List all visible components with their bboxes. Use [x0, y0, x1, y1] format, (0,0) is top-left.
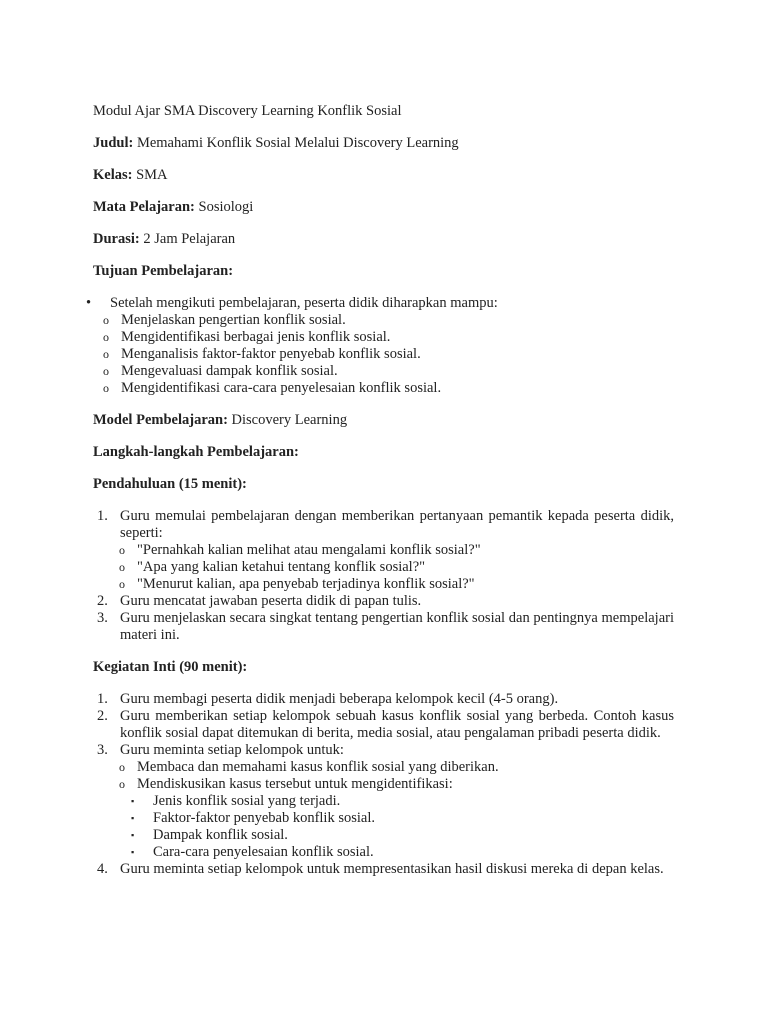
mapel-label: Mata Pelajaran:	[93, 199, 195, 215]
list-item	[115, 759, 674, 776]
circle-bullet-icon: o	[103, 330, 109, 344]
list-item-text: Mengevaluasi dampak konflik sosial.	[121, 363, 338, 379]
list-item-text: Guru menjelaskan secara singkat tentang pengertian konflik sosial dan pentingnya mempelajari materi ini.	[120, 610, 674, 643]
list-item	[131, 827, 674, 844]
list-number: 3.	[97, 742, 108, 758]
list-item-text: Cara-cara penyelesaian konflik sosial.	[153, 844, 374, 860]
kelas-value: SMA	[132, 167, 168, 183]
pendahuluan-heading-text: Pendahuluan (15 menit):	[93, 476, 247, 492]
langkah-heading	[93, 444, 674, 461]
inti-heading-text: Kegiatan Inti (90 menit):	[93, 659, 248, 675]
list-item-text: "Pernahkah kalian melihat atau mengalami konflik sosial?"	[137, 542, 481, 558]
list-item	[131, 844, 674, 861]
list-item	[103, 363, 674, 380]
circle-bullet-icon: o	[119, 543, 125, 557]
circle-bullet-icon: o	[119, 760, 125, 774]
list-item	[103, 380, 674, 397]
list-item-text: Guru meminta setiap kelompok untuk mempresentasikan hasil diskusi mereka di depan kelas.	[120, 861, 664, 877]
tujuan-intro-text: Setelah mengikuti pembelajaran, peserta didik diharapkan mampu:	[110, 295, 498, 311]
square-bullet-icon: ▪	[131, 796, 135, 806]
list-item	[93, 593, 674, 610]
circle-bullet-icon: o	[119, 777, 125, 791]
list-item-text: Mengidentifikasi berbagai jenis konflik sosial.	[121, 329, 391, 345]
pendahuluan-list	[93, 508, 674, 644]
list-item-text: Faktor-faktor penyebab konflik sosial.	[153, 810, 375, 826]
list-item	[103, 312, 674, 329]
list-item-text: Guru memulai pembelajaran dengan memberikan pertanyaan pemantik kepada peserta didik, seperti:	[120, 508, 674, 541]
list-item-text: Mendiskusikan kasus tersebut untuk mengidentifikasi:	[137, 776, 453, 792]
list-item-text: Menganalisis faktor-faktor penyebab konflik sosial.	[121, 346, 421, 362]
kelas-label: Kelas:	[93, 167, 133, 183]
circle-bullet-icon: o	[119, 560, 125, 574]
list-number: 4.	[97, 861, 108, 877]
list-number: 2.	[97, 593, 108, 609]
list-item	[103, 346, 674, 363]
list-item	[93, 708, 674, 742]
square-bullet-icon: ▪	[131, 847, 135, 857]
mapel-line	[93, 199, 674, 216]
list-item	[115, 542, 674, 559]
kelompok-sublist	[115, 759, 674, 861]
list-item-text: Jenis konflik sosial yang terjadi.	[153, 793, 341, 809]
list-item	[93, 861, 674, 878]
identifikasi-sublist	[131, 793, 674, 861]
tujuan-heading	[93, 263, 674, 280]
tujuan-list	[86, 295, 674, 397]
list-number: 1.	[97, 508, 108, 524]
bullet-icon: •	[86, 295, 92, 311]
list-item	[115, 776, 674, 861]
document-page	[86, 103, 674, 878]
square-bullet-icon: ▪	[131, 813, 135, 823]
list-item-text: "Menurut kalian, apa penyebab terjadinya konflik sosial?"	[137, 576, 475, 592]
list-item	[93, 742, 674, 861]
list-item	[103, 329, 674, 346]
list-item	[93, 691, 674, 708]
durasi-label: Durasi:	[93, 231, 140, 247]
judul-line	[93, 135, 674, 152]
list-item-text: Membaca dan memahami kasus konflik sosial yang diberikan.	[137, 759, 499, 775]
list-item-text: Guru membagi peserta didik menjadi beberapa kelompok kecil (4-5 orang).	[120, 691, 559, 707]
list-item	[131, 793, 674, 810]
circle-bullet-icon: o	[103, 347, 109, 361]
circle-bullet-icon: o	[119, 577, 125, 591]
list-item	[93, 508, 674, 593]
list-item	[115, 559, 674, 576]
tujuan-heading-text: Tujuan Pembelajaran:	[93, 263, 234, 279]
list-item-text: Guru memberikan setiap kelompok sebuah kasus konflik sosial yang berbeda. Contoh kasus konflik sosial dapat ditemukan di berita, media sosial, atau pengalaman pribadi peserta didik.	[120, 708, 674, 741]
circle-bullet-icon: o	[103, 381, 109, 395]
list-item-text: "Apa yang kalian ketahui tentang konflik sosial?"	[137, 559, 426, 575]
kelas-line	[93, 167, 674, 184]
list-number: 3.	[97, 610, 108, 626]
model-value: Discovery Learning	[227, 412, 348, 428]
list-item-text: Guru meminta setiap kelompok untuk:	[120, 742, 344, 758]
judul-value: Memahami Konflik Sosial Melalui Discovery Learning	[133, 135, 459, 151]
list-item-text: Guru mencatat jawaban peserta didik di papan tulis.	[120, 593, 422, 609]
list-item	[131, 810, 674, 827]
circle-bullet-icon: o	[103, 364, 109, 378]
list-item-text: Menjelaskan pengertian konflik sosial.	[121, 312, 346, 328]
list-item	[93, 610, 674, 644]
model-label: Model Pembelajaran:	[93, 412, 228, 428]
list-item-text: Dampak konflik sosial.	[153, 827, 288, 843]
tujuan-intro-item	[86, 295, 674, 397]
inti-list	[93, 691, 674, 878]
model-line	[93, 412, 674, 429]
langkah-heading-text: Langkah-langkah Pembelajaran:	[93, 444, 299, 460]
square-bullet-icon: ▪	[131, 830, 135, 840]
tujuan-sublist	[103, 312, 674, 397]
judul-label: Judul:	[93, 135, 134, 151]
inti-heading	[93, 659, 674, 676]
list-item-text: Mengidentifikasi cara-cara penyelesaian konflik sosial.	[121, 380, 442, 396]
list-number: 2.	[97, 708, 108, 724]
circle-bullet-icon: o	[103, 313, 109, 327]
durasi-value: 2 Jam Pelajaran	[139, 231, 236, 247]
document-title: Modul Ajar SMA Discovery Learning Konflik Sosial	[93, 103, 402, 119]
list-item	[115, 576, 674, 593]
pertanyaan-sublist	[115, 542, 674, 593]
durasi-line	[93, 231, 674, 248]
mapel-value: Sosiologi	[194, 199, 254, 215]
list-number: 1.	[97, 691, 108, 707]
pendahuluan-heading	[93, 476, 674, 493]
